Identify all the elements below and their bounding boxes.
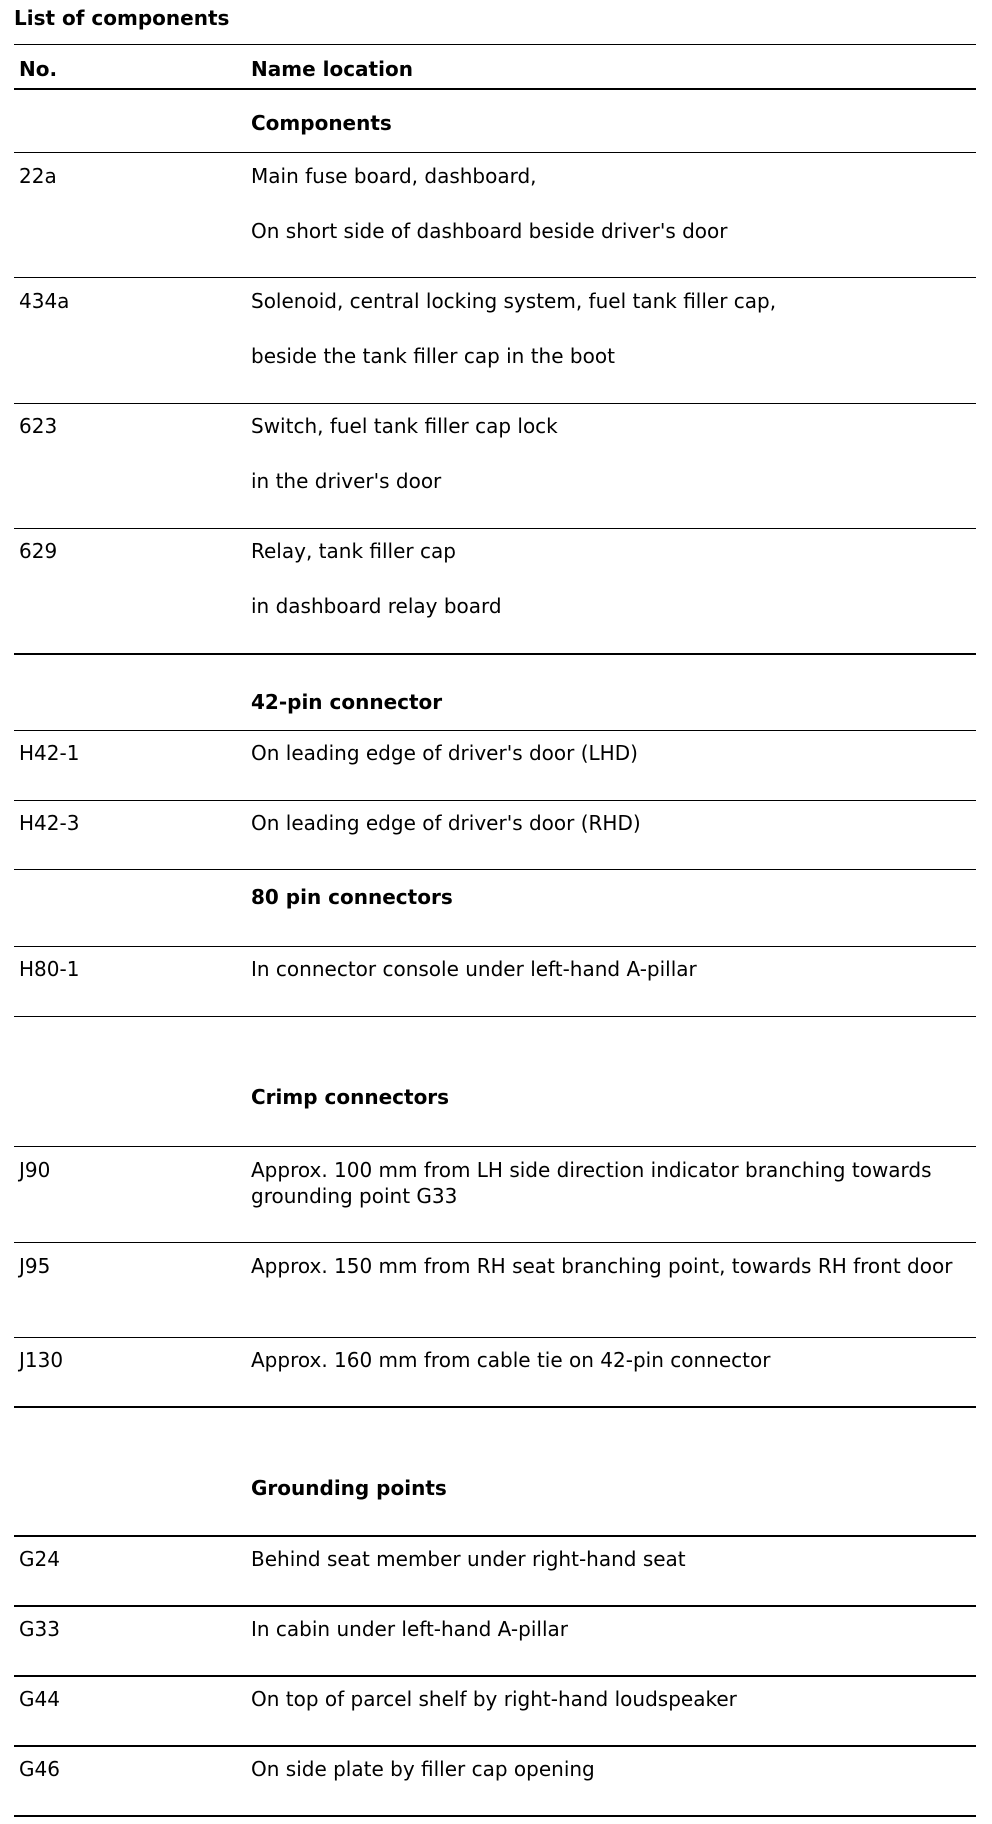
divider <box>14 730 976 731</box>
section-heading-crimp-connectors: Crimp connectors <box>251 1085 450 1109</box>
row-number: G24 <box>19 1547 60 1571</box>
row-number: J130 <box>19 1348 64 1372</box>
row-location: beside the tank filler cap in the boot <box>251 344 615 368</box>
row-name: On leading edge of driver's door (RHD) <box>251 811 641 835</box>
divider <box>14 403 976 404</box>
row-name: Approx. 100 mm from LH side direction indicator branching towards grounding point G33 <box>251 1158 932 1208</box>
divider <box>14 152 976 153</box>
divider <box>14 1016 976 1017</box>
divider <box>14 946 976 947</box>
divider <box>14 869 976 870</box>
divider <box>14 800 976 801</box>
divider <box>14 88 976 90</box>
section-heading-grounding-points: Grounding points <box>251 1476 447 1500</box>
row-name: In cabin under left-hand A-pillar <box>251 1617 568 1641</box>
divider <box>14 1605 976 1607</box>
row-number: 434a <box>19 289 70 313</box>
row-name: Behind seat member under right-hand seat <box>251 1547 686 1571</box>
row-name: On top of parcel shelf by right-hand loudspeaker <box>251 1687 737 1711</box>
row-number: H42-3 <box>19 811 80 835</box>
divider <box>14 1337 976 1338</box>
row-name: Approx. 160 mm from cable tie on 42-pin connector <box>251 1348 771 1372</box>
divider <box>14 1815 976 1817</box>
row-name: On leading edge of driver's door (LHD) <box>251 741 638 765</box>
divider <box>14 1406 976 1408</box>
row-number: J95 <box>19 1254 51 1278</box>
row-name: Relay, tank filler cap <box>251 539 456 563</box>
divider <box>14 1675 976 1677</box>
row-number: H42-1 <box>19 741 80 765</box>
column-header-name-location: Name location <box>251 57 413 81</box>
row-number: G44 <box>19 1687 60 1711</box>
section-heading-components: Components <box>251 111 392 135</box>
row-name: Main fuse board, dashboard, <box>251 164 537 188</box>
divider <box>14 1745 976 1747</box>
divider <box>14 653 976 655</box>
divider <box>14 277 976 278</box>
column-header-no: No. <box>19 57 58 81</box>
divider <box>14 1242 976 1243</box>
row-number: G46 <box>19 1757 60 1781</box>
divider <box>14 1146 976 1147</box>
section-heading-80-pin-connectors: 80 pin connectors <box>251 885 453 909</box>
row-name: Solenoid, central locking system, fuel tank filler cap, <box>251 289 777 313</box>
row-name: Switch, fuel tank filler cap lock <box>251 414 558 438</box>
divider <box>14 44 976 45</box>
row-number: 22a <box>19 164 57 188</box>
row-location: On short side of dashboard beside driver's door <box>251 219 728 243</box>
row-number: G33 <box>19 1617 60 1641</box>
section-heading-42-pin-connector: 42-pin connector <box>251 690 443 714</box>
row-number: 623 <box>19 414 58 438</box>
divider <box>14 528 976 529</box>
document-title: List of components <box>14 6 230 30</box>
row-location: in dashboard relay board <box>251 594 502 618</box>
row-name: On side plate by filler cap opening <box>251 1757 595 1781</box>
row-location: in the driver's door <box>251 469 442 493</box>
row-number: H80-1 <box>19 957 80 981</box>
row-name: Approx. 150 mm from RH seat branching point, towards RH front door <box>251 1254 953 1278</box>
row-name: In connector console under left-hand A-pillar <box>251 957 697 981</box>
row-number: J90 <box>19 1158 51 1182</box>
divider <box>14 1535 976 1537</box>
row-number: 629 <box>19 539 58 563</box>
